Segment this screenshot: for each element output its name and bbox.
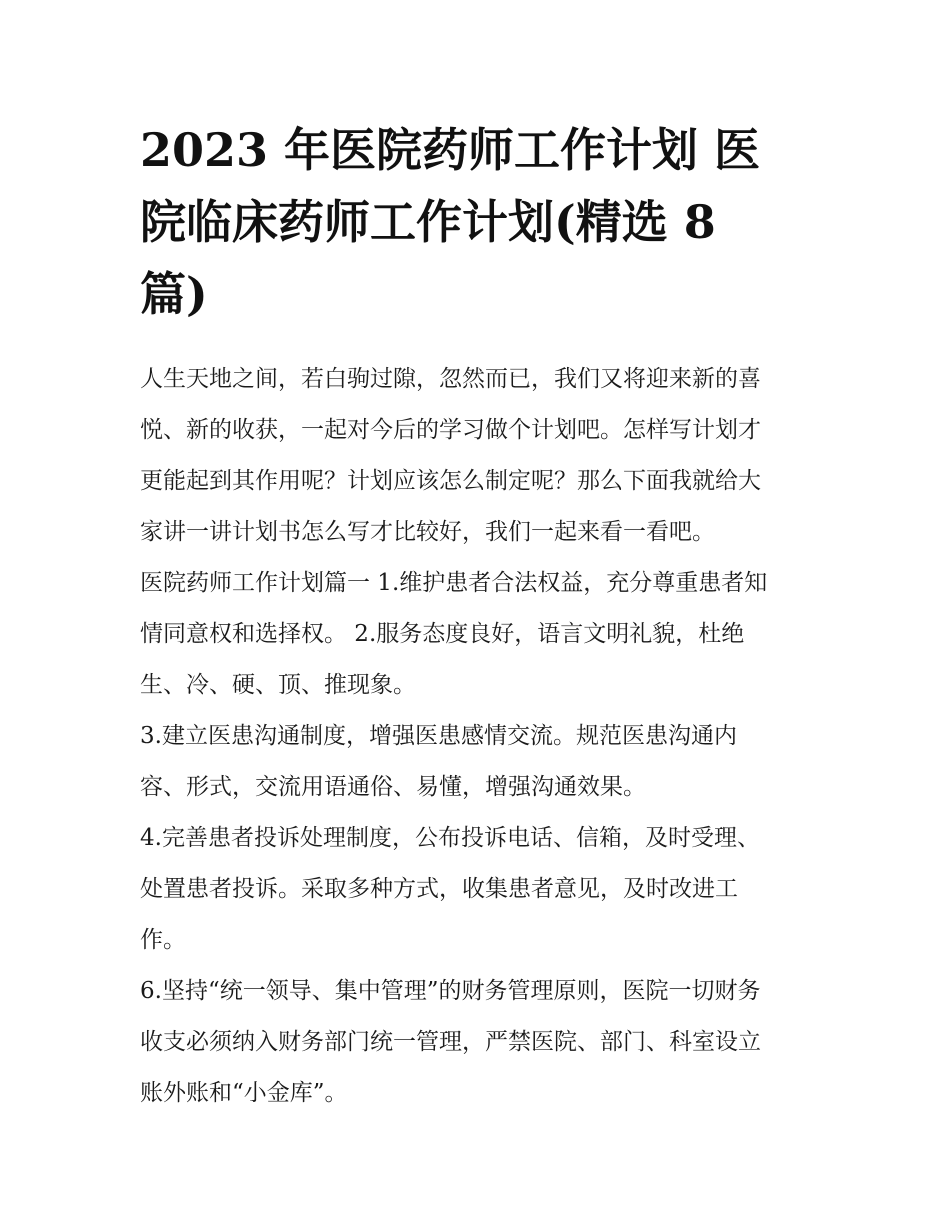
item-line: 3.建立医患沟通制度，增强医患感情交流。规范医患沟通内 (140, 723, 737, 749)
item-line: 处置患者投诉。采取多种方式，收集患者意见，及时改进工 (140, 876, 738, 902)
title-line: 2023 年医院药师工作计划 医 (140, 123, 761, 177)
intro-line: 家讲一讲计划书怎么写才比较好，我们一起来看一看吧。 (140, 519, 715, 545)
section-line: 医院药师工作计划篇一 1.维护患者合法权益，充分尊重患者知 (140, 570, 768, 596)
item-line: 作。 (140, 927, 186, 953)
intro-line: 人生天地之间，若白驹过隙，忽然而已，我们又将迎来新的喜 (140, 366, 761, 392)
document-body (140, 354, 820, 1119)
section-line: 情同意权和选择权。 2.服务态度良好，语言文明礼貌，杜绝 (140, 621, 745, 647)
title-line: 篇) (140, 267, 208, 321)
item-line: 容、形式，交流用语通俗、易懂，增强沟通效果。 (140, 774, 646, 800)
item-line: 收支必须纳入财务部门统一管理，严禁医院、部门、科室设立 (140, 1029, 761, 1055)
intro-line: 更能起到其作用呢？计划应该怎么制定呢？那么下面我就给大 (140, 468, 761, 494)
item-line: 账外账和“小金库”。 (140, 1080, 348, 1106)
item-line: 4.完善患者投诉处理制度，公布投诉电话、信箱，及时受理、 (140, 825, 760, 851)
section-line: 生、冷、硬、顶、推现象。 (140, 672, 416, 698)
intro-line: 悦、新的收获，一起对今后的学习做个计划吧。怎样写计划才 (140, 417, 761, 443)
document-title (140, 114, 810, 330)
title-line: 院临床药师工作计划(精选 8 (140, 195, 716, 249)
item-line: 6.坚持“统一领导、集中管理”的财务管理原则，医院一切财务 (140, 978, 761, 1004)
